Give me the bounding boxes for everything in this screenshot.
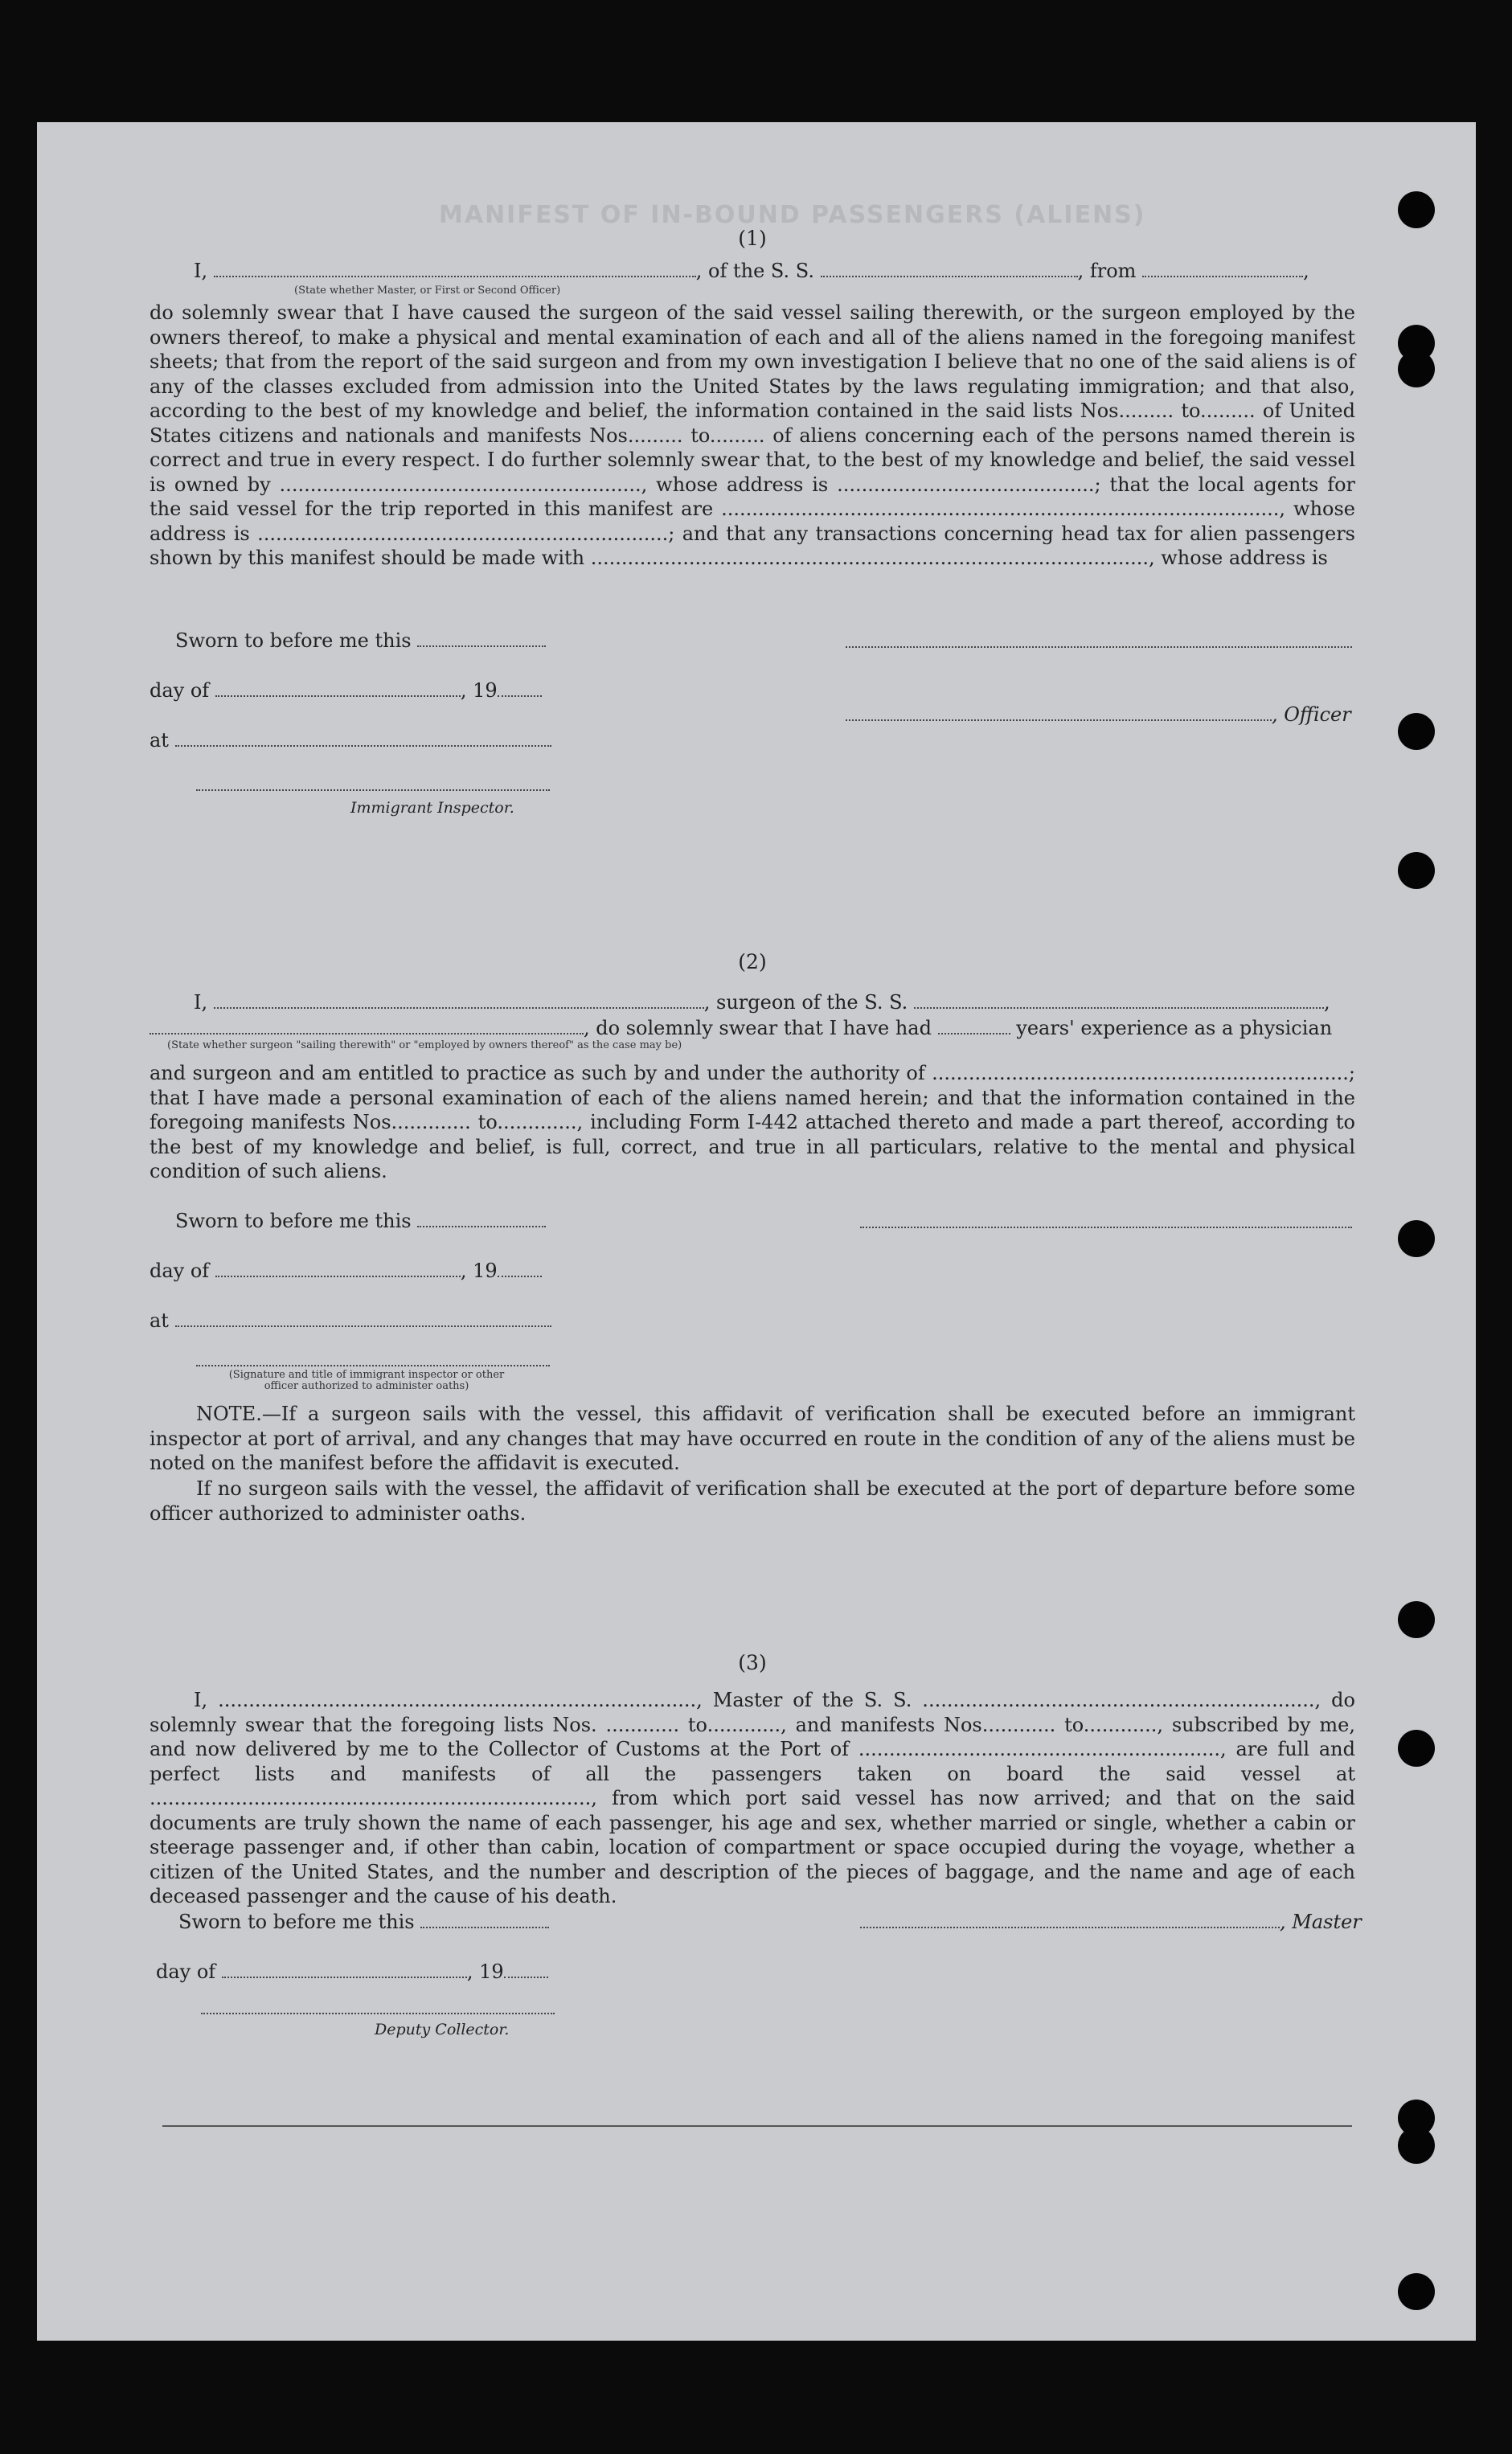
section1-at: at — [150, 728, 1355, 752]
section-number: (2) — [738, 950, 767, 973]
punch-hole-3 — [1398, 350, 1435, 387]
header-stamp: MANIFEST OF IN-BOUND PASSENGERS (ALIENS) — [439, 201, 1146, 229]
section2-note: (State whether surgeon "sailing therewith" or "employed by owners thereof" as the case may be) — [167, 1039, 682, 1051]
inspector-signature-line — [196, 1365, 550, 1366]
punch-hole-10 — [1398, 2127, 1435, 2164]
document-page — [37, 122, 1476, 2341]
note-paragraph-2: If no surgeon sails with the vessel, the affidavit of verification shall be executed at the port of departure before some officer authorized to administer oaths. — [150, 1477, 1355, 1525]
note-paragraph: NOTE.—If a surgeon sails with the vessel, this affidavit of verification shall be executed before an immigrant inspector at port of arrival, and any changes that may have occurred en route in the condition of any of the aliens must be noted on the manifest before the affidavit is executed. — [150, 1403, 1355, 1474]
section2-at: at — [150, 1309, 1355, 1333]
section1-note: (State whether Master, or First or Second Officer) — [294, 285, 561, 297]
section2-body: and surgeon and am entitled to practice as such by and under the authority of ....................................................................; that I have made a personal examination of each of the aliens named herein; and that the information contained in the foregoing manifests Nos............. to............., including Form I-442 attached thereto and made a part thereof, according to the best of my knowledge and belief, is full, correct, and true in all particulars, relative to the mental and physical condition of such aliens. — [150, 1062, 1355, 1182]
surgeon-signature-line — [860, 1227, 1352, 1228]
punch-hole-11 — [1398, 2273, 1435, 2310]
section3-body: I, .............................................................................., Master of the S. S. ................................................................, do solemnly swear that the foregoing lists Nos. ............ to............, and manifests Nos............ to............, subscribed by me, and now delivered by me to the Collector of Customs at the Port of ..........................................................., are full and perfect lists and manifests of all the passengers taken on board the said vessel at ........................................................................, from which port said vessel has now arrived; and that on the said documents are truly shown the name of each passenger, his age and sex, whether married or single, whether a cabin or steerage passenger and, if other than cabin, location of compartment or space occupied during the voyage, whether a citizen of the United States, and the number and description of the pieces of baggage, and the name and age of each deceased passenger and the cause of his death. — [150, 1689, 1355, 1907]
section-number: (1) — [738, 227, 767, 250]
inspector-caption: Immigrant Inspector. — [350, 799, 514, 817]
punch-hole-7 — [1398, 1601, 1435, 1638]
punch-hole-8 — [1398, 1730, 1435, 1767]
punch-hole-5 — [1398, 852, 1435, 889]
punch-hole-1 — [1398, 191, 1435, 228]
section1-officer: , Officer — [846, 703, 1352, 727]
punch-hole-4 — [1398, 713, 1435, 750]
section2-day: day of , 19 — [150, 1259, 1355, 1283]
section3-sworn: Sworn to before me this — [150, 1910, 1355, 1934]
section3-master: , Master — [860, 1910, 1358, 1934]
section1-day: day of , 19 — [150, 678, 1355, 703]
section2-line2: , do solemnly swear that I have had years' experience as a physician — [150, 1016, 1355, 1040]
punch-hole-6 — [1398, 1220, 1435, 1257]
section1-line1: I, , of the S. S. , from , — [194, 260, 1309, 282]
section1-sworn: Sworn to before me this — [150, 629, 1355, 653]
inspector-signature-line — [196, 789, 550, 791]
collector-signature-line — [201, 2013, 555, 2014]
signature-caption: (Signature and title of immigrant inspector or other officer authorized to administer oaths) — [228, 1369, 505, 1392]
collector-caption: Deputy Collector. — [375, 2021, 510, 2038]
section2-sworn: Sworn to before me this — [150, 1209, 1355, 1233]
section1-body: do solemnly swear that I have caused the surgeon of the said vessel sailing therewith, or the surgeon employed by the owners thereof, to make a physical and mental examination of each and all of the aliens named in the foregoing manifest sheets; that from the report of the said surgeon and from my own investigation I believe that no one of the said aliens is of any of the classes excluded from admission into the United States by the laws regulating immigration; and that also, according to the best of my knowledge and belief, the information contained in the said lists Nos......... to......... of United States citizens and nationals and manifests Nos......... to......... of aliens concerning each of the persons named therein is correct and true in every respect. I do further solemnly swear that, to the best of my knowledge and belief, the said vessel is owned by ..........................................................., whose address is ..........................................; that the local agents for the said vessel for the trip reported in this manifest are ..........................................................................................., whose address is ...................................................................; and that any transactions concerning head tax for alien passengers shown by this manifest should be made with ..........................................................................................., whose address is — [150, 301, 1355, 569]
bottom-rule — [162, 2125, 1352, 2127]
section-number: (3) — [738, 1651, 767, 1674]
section2-line1: I, , surgeon of the S. S. , — [194, 991, 1330, 1014]
officer-signature-line — [846, 646, 1352, 648]
section3-day: day of , 19 — [150, 1960, 1355, 1984]
